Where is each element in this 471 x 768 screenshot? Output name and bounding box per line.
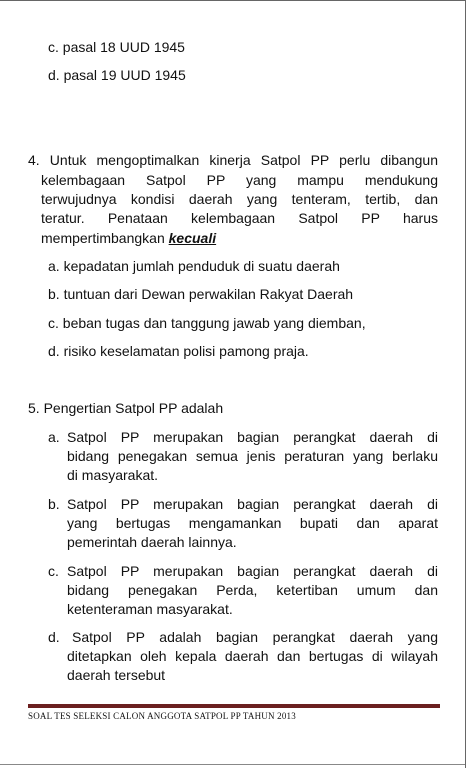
q5-stem: 5. Pengertian Satpol PP adalah (28, 400, 224, 416)
q5-option-b-line-2: yang bertugas mengamankan bupati dan aparat (67, 515, 438, 531)
q5-option-c-line-2: bidang penegakan Perda, ketertiban umum dan (67, 582, 438, 598)
q5-option-c-line-1: Satpol PP merupakan bagian perangkat daerah di (67, 563, 438, 579)
q5-option-d-line-2: ditetapkan oleh kepala daerah dan bertugas di wilayah (67, 648, 438, 664)
q5-option-d-label: d. (48, 629, 60, 645)
q4-option-d: d. risiko keselamatan polisi pamong praja. (48, 343, 309, 359)
page-right-border (465, 0, 466, 768)
q5-option-c-label: c. (48, 563, 59, 579)
page-bottom-border (0, 764, 465, 765)
q4-stem-line-2: kelembagaan Satpol PP yang mampu mendukung (41, 172, 438, 188)
q5-option-b-line-3: pemerintah daerah lainnya. (67, 534, 237, 550)
q3-option-d: d. pasal 19 UUD 1945 (48, 67, 186, 83)
q4-stem-line-1: 4. Untuk mengoptimalkan kinerja Satpol PP perlu dibangun (28, 152, 438, 168)
q5-option-c-line-3: ketenteraman masyarakat. (67, 601, 233, 617)
footer-divider (28, 704, 440, 708)
q4-stem-line-3: terwujudnya kondisi daerah yang tenteram, tertib, dan (41, 191, 438, 207)
q5-option-b-label: b. (48, 496, 60, 512)
q5-option-a-line-1: Satpol PP merupakan bagian perangkat daerah di (67, 429, 438, 445)
footer-title: SOAL TES SELEKSI CALON ANGGOTA SATPOL PP TAHUN 2013 (28, 711, 296, 721)
q4-option-b: b. tuntuan dari Dewan perwakilan Rakyat Daerah (48, 286, 354, 302)
q4-stem-line-5 (41, 230, 216, 247)
q4-option-c: c. beban tugas dan tanggung jawab yang diemban, (48, 315, 366, 331)
q5-option-d-line-1: Satpol PP adalah bagian perangkat daerah yang (72, 629, 438, 645)
page-top-border (0, 0, 465, 1)
q5-option-a-label: a. (48, 429, 60, 445)
q5-option-a-line-2: bidang penegakan semua jenis peraturan yang berlaku (67, 448, 438, 464)
q5-option-a-line-3: di masyarakat. (67, 467, 159, 483)
q4-stem-prefix: mempertimbangkan (41, 230, 169, 246)
q4-option-a: a. kepadatan jumlah penduduk di suatu daerah (48, 258, 340, 274)
q4-emphasis-kecuali: kecuali (168, 230, 217, 246)
q5-option-d-line-3: daerah tersebut (67, 667, 166, 683)
q4-stem-line-4: teratur. Penataan kelembagaan Satpol PP harus (41, 210, 438, 226)
q3-option-c: c. pasal 18 UUD 1945 (48, 39, 185, 55)
q5-option-b-line-1: Satpol PP merupakan bagian perangkat daerah di (67, 496, 438, 512)
